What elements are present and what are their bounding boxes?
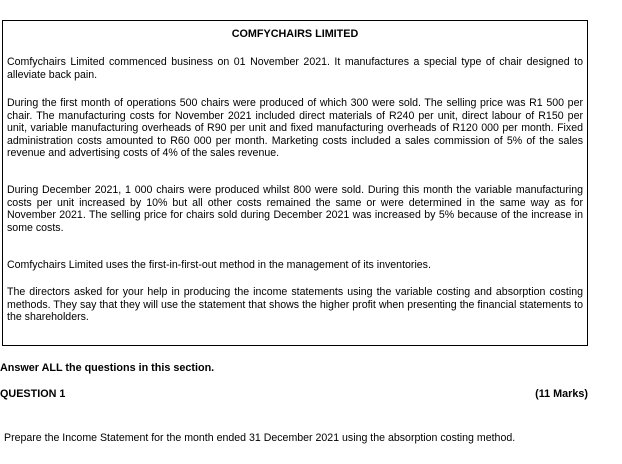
case-paragraph-4: Comfychairs Limited uses the first-in-first-out method in the management of its inventories.: [7, 259, 431, 271]
case-paragraph-2: During the first month of operations 500 chairs were produced of which 300 were sold. The selling price was R1 500 per chair. The manufacturing costs for November 2021 included direct materials of R240 per unit, direct labour of R150 per unit, variable manufacturing overheads of R90 per unit and fixed manufacturing overheads of R120 000 per month. Fixed administration costs amounted to R60 000 per month. Marketing costs included a sales commission of 5% of the sales revenue and advertising costs of 4% of the sales revenue.: [7, 97, 583, 160]
case-study-title: COMFYCHAIRS LIMITED: [231, 28, 359, 40]
question-text: Prepare the Income Statement for the month ended 31 December 2021 using the absorption costing method.: [4, 432, 516, 444]
case-paragraph-3: During December 2021, 1 000 chairs were produced whilst 800 were sold. During this month the variable manufacturing costs per unit increased by 10% but all other costs remained the same or were determined in the same way as for November 2021. The selling price for chairs sold during December 2021 was increased by 5% because of the increase in some costs.: [7, 184, 583, 234]
case-paragraph-1: Comfychairs Limited commenced business on 01 November 2021. It manufactures a special type of chair designed to alleviate back pain.: [7, 56, 583, 81]
case-study-box: [2, 20, 588, 346]
question-marks: (11 Marks): [535, 388, 588, 400]
section-instruction: Answer ALL the questions in this section.: [0, 362, 215, 374]
question-heading: [0, 388, 588, 401]
case-paragraph-5: The directors asked for your help in producing the income statements using the variable costing and absorption costing methods. They say that they will use the statement that shows the higher profit when presenting the financial statements to the shareholders.: [7, 286, 583, 324]
question-label: QUESTION 1: [0, 388, 66, 400]
